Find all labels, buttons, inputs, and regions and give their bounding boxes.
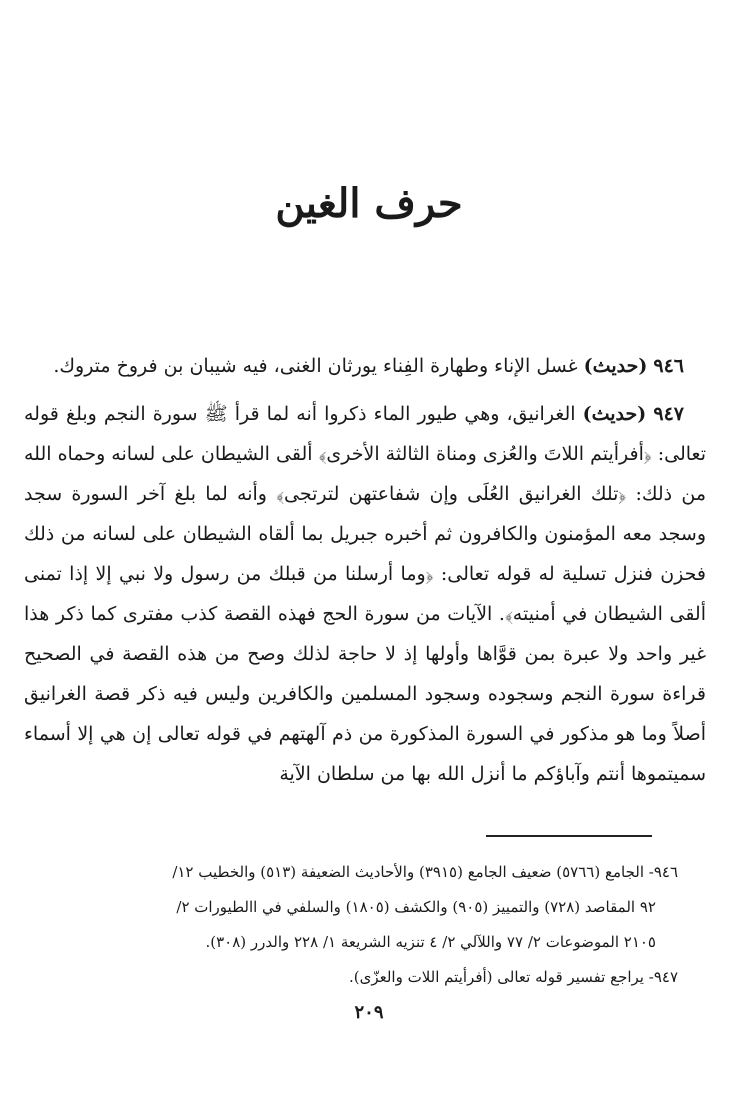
footnote-line: ٩٤٧- يراجع تفسير قوله تعالى (أفرأيتم اللات والعزّى). — [348, 968, 678, 986]
chapter-title: حرف الغين — [275, 180, 463, 227]
entry-number: ٩٤٧ — [653, 403, 684, 425]
main-text — [24, 346, 706, 802]
footnote-line: ٩٤٦- الجامع (٥٧٦٦) ضعيف الجامع (٣٩١٥) والأحاديث الضعيفة (٥١٣) والخطيب ١٢/ — [172, 863, 678, 881]
footnote-line: ٢١٠٥ الموضوعات ٢/ ٧٧ واللآلي ٢/ ٤ تنزيه الشريعة ١/ ٢٢٨ والدرر (٣٠٨). — [205, 933, 656, 951]
footnotes — [58, 855, 678, 995]
entry-text: الغرانيق، وهي طيور الماء ذكروا أنه لما قرأ ﷺ سورة النجم وبلغ قوله تعالى: ﴿أفرأيتم اللاتَ والعُزى ومناة الثالثة الأخرى﴾ ألقى الشيطان على لسانه وحماه الله من ذلك: ﴿تلك الغرانيق العُلَى وإن شفاعتهن لترتجى﴾ وأنه لما بلغ آخر السورة سجد وسجد معه المؤمنون والكافرون ثم أخبره جبريل بما ألقاه الشيطان على لسانه من ذلك فحزن فنزل تسلية له قوله تعالى: ﴿وما أرسلنا من قبلك من رسول ولا نبي إلا إذا تمنى ألقى الشيطان في أمنيته﴾. الآيات من سورة الحج فهذه القصة كذب مفترى كما ذكر هذا غير واحد ولا عبرة بمن قوَّاها وأولها إذ لا حاجة لذلك وصح من هذه القصة في الصحيح قراءة سورة النجم وسجوده وسجود المسلمين والكافرين وليس فيه ذكر قصة الغرانيق أصلاً وما هو مذكور في السورة المذكورة من ذم آلهتهم في قوله تعالى إن هي إلا أسماء سميتموها أنتم وآباؤكم ما أنزل الله بها من سلطان الآية — [24, 403, 706, 785]
entry-tag: (حديث) — [582, 403, 647, 425]
entry-text: غسل الإناء وطهارة الفِناء يورثان الغنى، فيه شيبان بن فروخ متروك. — [53, 355, 578, 377]
entry-number: ٩٤٦ — [653, 355, 684, 377]
entry-947 — [24, 394, 706, 794]
footnote-separator — [486, 835, 652, 837]
footnote-line: ٩٢ المقاصد (٧٢٨) والتمييز (٩٠٥) والكشف (١٨٠٥) والسلفي في االطيورات ٢/ — [176, 898, 656, 916]
entry-tag: (حديث) — [583, 355, 648, 377]
page-number: ٢٠٩ — [354, 1002, 384, 1023]
entry-946 — [24, 346, 706, 386]
